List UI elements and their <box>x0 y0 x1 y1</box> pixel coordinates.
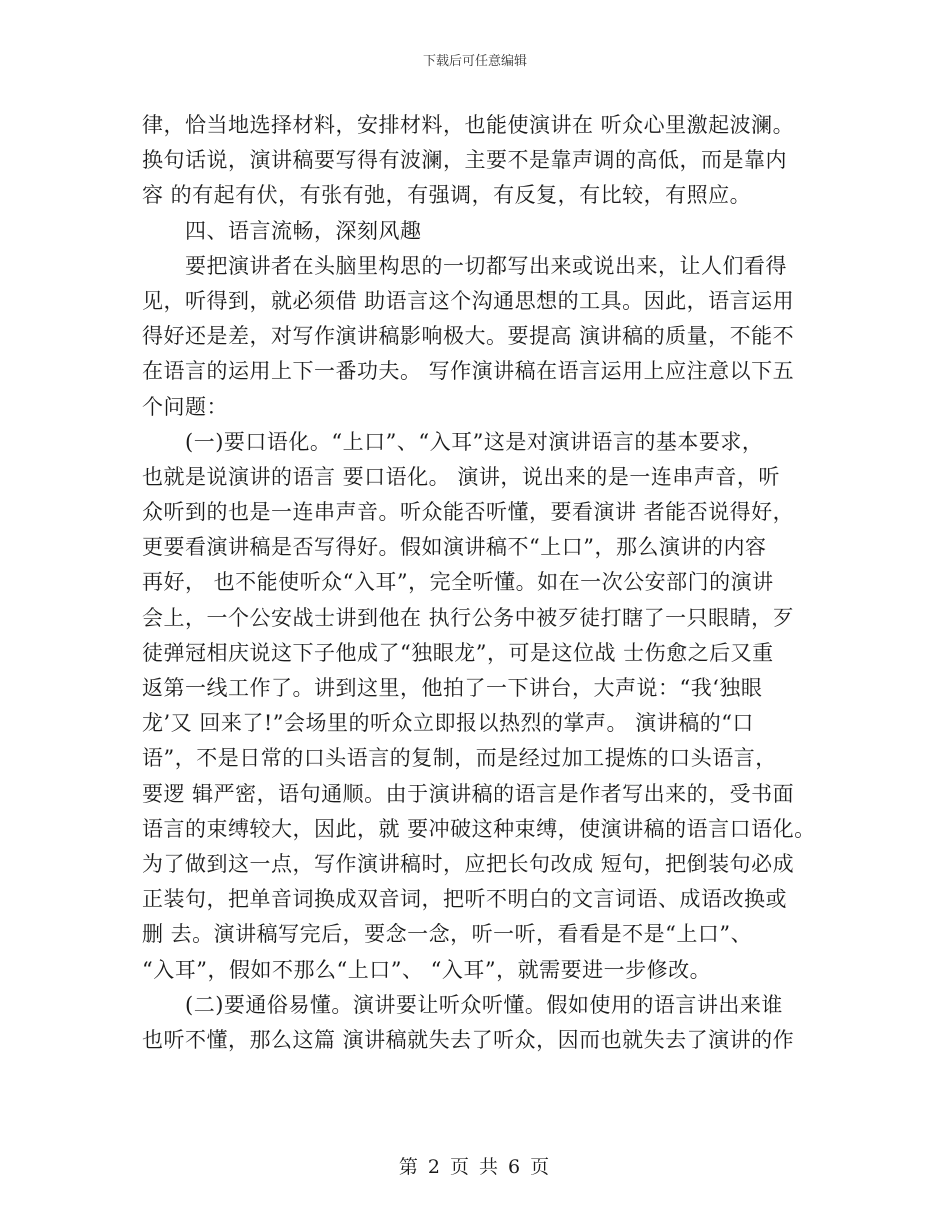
page-footer: 第 2 页 共 6 页 <box>398 1156 552 1178</box>
text-line: 容 的有起有伏，有张有弛，有强调，有反复，有比较，有照应。 <box>142 183 752 208</box>
text-line: 再好， 也不能使听众“入耳”，完全听懂。如在一次公安部门的演讲 <box>142 570 774 595</box>
text-line: 正装句，把单音词换成双音词，把听不明白的文言词语、成语改换或 <box>142 887 787 912</box>
text-line: (一)要口语化。“上口”、“入耳”这是对演讲语言的基本要求， <box>142 429 764 454</box>
text-line: 众听到的也是一连串声音。听众能否听懂，要看演讲 者能否说得好， <box>142 500 795 525</box>
document-body <box>142 108 822 1058</box>
text-line: 在语言的运用上下一番功夫。 写作演讲稿在语言运用上应注意以下五 <box>142 359 795 384</box>
text-line: 删 去。演讲稿写完后，要念一念，听一听，看看是不是“上口”、 <box>142 922 753 947</box>
text-line: 龙’又 回来了!”会场里的听众立即报以热烈的掌声。 演讲稿的“口 <box>142 711 754 736</box>
text-line: 得好还是差，对写作演讲稿影响极大。要提高 演讲稿的质量，不能不 <box>142 324 795 349</box>
text-line: 也听不懂，那么这篇 演讲稿就失去了听众，因而也就失去了演讲的作 <box>142 1027 795 1052</box>
page-header: 下载后可任意编辑 <box>422 54 527 69</box>
text-line: 徒弹冠相庆说这下子他成了“独眼龙”，可是这位战 士伤愈之后又重 <box>142 640 774 665</box>
text-line: 也就是说演讲的语言 要口语化。 演讲，说出来的是一连串声音，听 <box>142 464 780 489</box>
text-line: 返第一线工作了。讲到这里，他拍了一下讲台，大声说：“我‘独眼 <box>142 676 763 700</box>
text-line: (二)要通俗易懂。演讲要让听众听懂。假如使用的语言讲出来谁 <box>142 992 783 1017</box>
text-line: “入耳”，假如不那么“上口”、 “入耳”，就需要进一步修改。 <box>142 957 712 982</box>
text-line: 要把演讲者在头脑里构思的一切都写出来或说出来，让人们看得 <box>142 253 787 278</box>
text-line: 个问题： <box>142 394 228 419</box>
text-line: 律，恰当地选择材料，安排材料，也能使演讲在 听众心里激起波澜。 <box>142 113 795 137</box>
text-line: 见，听得到，就必须借 助语言这个沟通思想的工具。因此，语言运用 <box>142 288 795 313</box>
text-line: 更要看演讲稿是否写得好。假如演讲稿不“上口”，那么演讲的内容 <box>142 535 767 560</box>
text-line: 换句话说，演讲稿要写得有波澜，主要不是靠声调的高低，而是靠内 <box>142 148 787 173</box>
text-line: 会上，一个公安战士讲到他在 执行公务中被歹徒打瞎了一只眼睛，歹 <box>142 605 795 630</box>
text-line: 语”，不是日常的口头语言的复制，而是经过加工提炼的口头语言， <box>142 746 777 771</box>
text-line: 要逻 辑严密，语句通顺。由于演讲稿的语言是作者写出来的，受书面 <box>142 781 795 806</box>
text-line: 为了做到这一点，写作演讲稿时，应把长句改成 短句，把倒装句必成 <box>142 851 795 876</box>
text-line: 语言的束缚较大，因此，就 要冲破这种束缚，使演讲稿的语言口语化。 <box>142 816 816 841</box>
text-line: 四、语言流畅，深刻风趣 <box>142 218 422 243</box>
